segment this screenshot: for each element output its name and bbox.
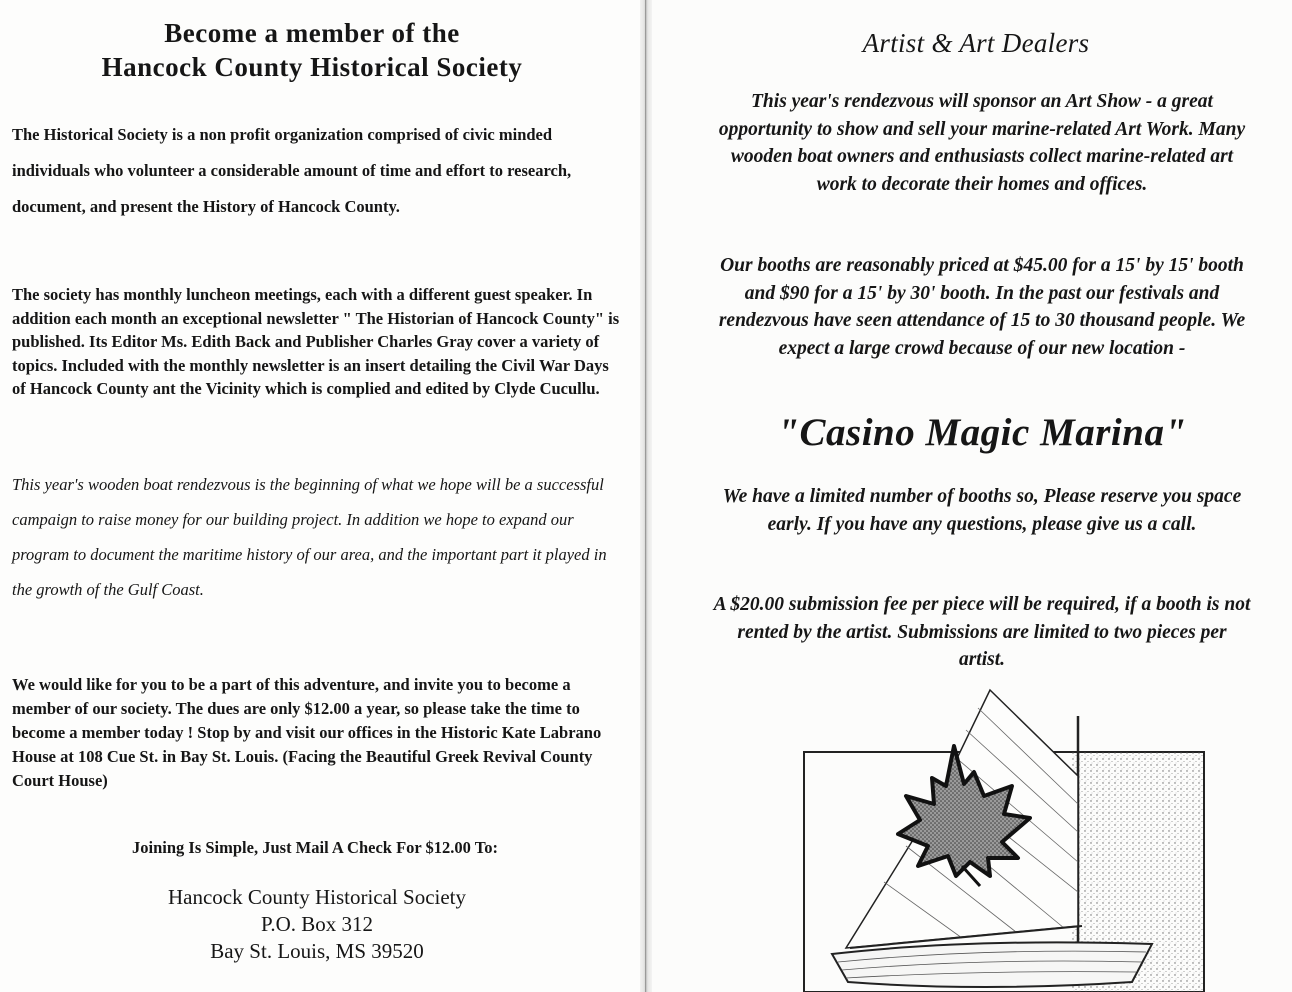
boat-hull <box>832 942 1152 987</box>
art-show-paragraph: This year's rendezvous will sponsor an Art Show - a great opportunity to show and sell your marine-related Art Work. Many wooden boat owners and enthusiasts collect marine-related art work to decorate their homes and offices. <box>718 91 1246 195</box>
right-page <box>652 0 1292 992</box>
joining-instructions: Joining Is Simple, Just Mail A Check For $12.00 To: <box>132 838 498 857</box>
title-line-2: Hancock County Historical Society <box>101 52 523 82</box>
title-line-1: Become a member of the <box>164 18 460 48</box>
address-po-box: P.O. Box 312 <box>260 912 374 936</box>
rendezvous-campaign-paragraph: This year's wooden boat rendezvous is the beginning of what we hope will be a successful campaign to raise money for our building project. In addition we hope to expand our program to document the maritime history of our area, and the important part it played in the growth of the Gulf Coast. <box>12 475 607 599</box>
sailboat-drawing <box>802 686 1222 992</box>
venue-name: "Casino Magic Marina" <box>777 411 1187 454</box>
artist-heading: Artist & Art Dealers <box>862 28 1090 58</box>
submission-fee-paragraph: A $20.00 submission fee per piece will be required, if a booth is not rented by the artist. Submissions are limited to two pieces per artist. <box>713 594 1251 670</box>
address-org: Hancock County Historical Society <box>167 885 467 909</box>
booth-pricing-paragraph: Our booths are reasonably priced at $45.00 for a 15' by 15' booth and $90 for a 15' by 30' booth. In the past our festivals and rendezvous have seen attendance of 15 to 30 thousand people. We expect a large crowd because of our new location - <box>718 255 1246 359</box>
luncheon-newsletter-paragraph: The society has monthly luncheon meetings, each with a different guest speaker. In addition each month an exceptional newsletter " The Historian of Hancock County" is published. Its Editor Ms. Edith Back and Publisher Charles Gray cover a variety of topics. Included with the monthly newsletter is an insert detailing the Civil War Days of Hancock County ant the Vicinity which is complied and edited by Clyde Cucullu. <box>12 285 620 398</box>
left-page <box>0 0 640 992</box>
sailboat-illustration <box>802 686 1222 992</box>
limited-booths-paragraph: We have a limited number of booths so, Please reserve you space early. If you have any questions, please give us a call. <box>722 486 1242 535</box>
mailing-address <box>0 884 634 965</box>
page-title <box>0 16 624 84</box>
membership-invitation-paragraph: We would like for you to be a part of this adventure, and invite you to become a member of our society. The dues are only $12.00 a year, so please take the time to become a member today ! Stop by and visit our offices in the Historic Kate Labrano House at 108 Cue St. in Bay St. Louis. (Facing the Beautiful Greek Revival County Court House) <box>12 675 602 790</box>
address-city: Bay St. Louis, MS 39520 <box>210 939 424 963</box>
society-description: The Historical Society is a non profit organization comprised of civic minded individuals who volunteer a considerable amount of time and effort to research, document, and present the History of Hancock County. <box>12 125 572 216</box>
book-gutter <box>640 0 652 992</box>
